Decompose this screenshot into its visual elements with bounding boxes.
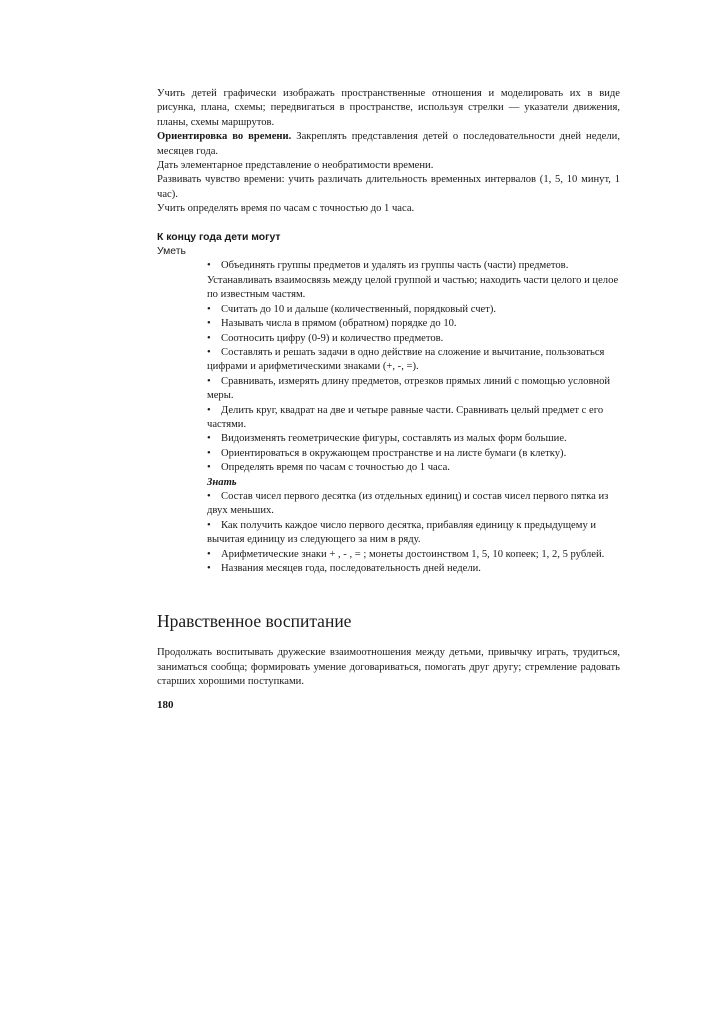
time-orientation-paragraph — [157, 130, 620, 159]
list-item — [207, 490, 620, 519]
list-item — [207, 259, 620, 302]
list-item — [207, 346, 620, 375]
bullet-icon: • — [207, 490, 211, 502]
page-content — [157, 87, 620, 712]
bullet-icon: • — [207, 462, 211, 474]
bullet-icon: • — [207, 346, 211, 358]
list-item-text: Ориентироваться в окружающем пространстве и на листе бумаги (в клетку). — [221, 447, 567, 459]
list-item-text: Объединять группы предметов и удалять из группы часть (части) предметов. Устанавливать взаимосвязь между целой группой и частью; находить части целого и целое по известным частям. — [207, 260, 619, 301]
list-item — [207, 562, 620, 576]
can-label: Уметь — [157, 246, 186, 258]
list-item-text: Определять время по часам с точностью до 1 часа. — [221, 462, 450, 474]
list-item — [207, 519, 620, 548]
list-item — [207, 317, 620, 331]
page-number: 180 — [157, 698, 174, 711]
list-item — [207, 332, 620, 346]
time-orientation-text: Закреплять представления детей о последовательности дней недели, месяцев года. — [157, 131, 620, 157]
bullet-icon: • — [207, 260, 211, 272]
list-item-text: Считать до 10 и дальше (количественный, порядковый счет). — [221, 303, 497, 315]
list-item-text: Как получить каждое число первого десятка, прибавляя единицу к предыдущему и вычитая единицу из следующего за ним в ряду. — [207, 519, 597, 546]
list-item-text: Состав чисел первого десятка (из отдельных единиц) и состав чисел первого пятка из двух меньших. — [207, 490, 609, 517]
list-item-text: Видоизменять геометрические фигуры, составлять из малых форм большие. — [221, 433, 567, 445]
list-item-text: Арифметические знаки + , - , = ; монеты достоинством 1, 5, 10 копеек; 1, 2, 5 рублей. — [221, 548, 605, 560]
list-item-text: Соотносить цифру (0-9) и количество предметов. — [221, 332, 444, 344]
intro-paragraph-4: Учить определять время по часам с точностью до 1 часа. — [157, 203, 415, 215]
can-list — [157, 259, 620, 475]
list-item-text: Делить круг, квадрат на две и четыре равные части. Сравнивать целый предмет с его частями. — [207, 404, 604, 430]
end-of-year-heading: К концу года дети могут — [157, 231, 281, 243]
moral-section-text: Продолжать воспитывать дружеские взаимоотношения между детьми, привычку играть, трудиться, заниматься сообща; формировать умение договариваться, помогать друг другу; стремление радовать старших хорошими поступками. — [157, 647, 620, 688]
bullet-icon: • — [207, 519, 211, 531]
list-item — [207, 548, 620, 562]
list-item-text: Составлять и решать задачи в одно действие на сложение и вычитание, пользоваться цифрами и арифметическими знаками (+, -, =). — [207, 346, 605, 373]
intro-paragraph-2: Дать элементарное представление о необратимости времени. — [157, 160, 434, 172]
intro-paragraph-3: Развивать чувство времени: учить различать длительность временных интервалов (1, 5, 10 минут, 1 час). — [157, 174, 620, 200]
time-orientation-label: Ориентировка во времени. — [157, 131, 292, 143]
bullet-icon: • — [207, 563, 211, 574]
list-item — [207, 432, 620, 446]
list-item-text: Сравнивать, измерять длину предметов, отрезков прямых линий с помощью условной меры. — [207, 375, 611, 402]
bullet-icon: • — [207, 332, 211, 344]
bullet-icon: • — [207, 447, 211, 459]
list-item-text: Называть числа в прямом (обратном) порядке до 10. — [221, 318, 457, 330]
list-item — [207, 303, 620, 317]
bullet-icon: • — [207, 318, 211, 330]
bullet-icon: • — [207, 548, 211, 560]
moral-section-title: Нравственное воспитание — [157, 611, 352, 632]
list-item — [207, 461, 620, 475]
know-list — [157, 490, 620, 576]
bullet-icon: • — [207, 433, 211, 445]
bullet-icon: • — [207, 303, 211, 315]
bullet-icon: • — [207, 404, 211, 416]
list-item — [207, 404, 620, 433]
know-label: Знать — [207, 476, 237, 488]
bullet-icon: • — [207, 375, 211, 387]
list-item-text: Названия месяцев года, последовательность дней недели. — [221, 563, 481, 574]
list-item — [207, 375, 620, 404]
intro-paragraph-1: Учить детей графически изображать пространственные отношения и моделировать их в виде рисунка, плана, схемы; передвигаться в пространстве, используя стрелки — указатели движения, планы, схемы маршрутов. — [157, 88, 620, 128]
list-item — [207, 447, 620, 461]
